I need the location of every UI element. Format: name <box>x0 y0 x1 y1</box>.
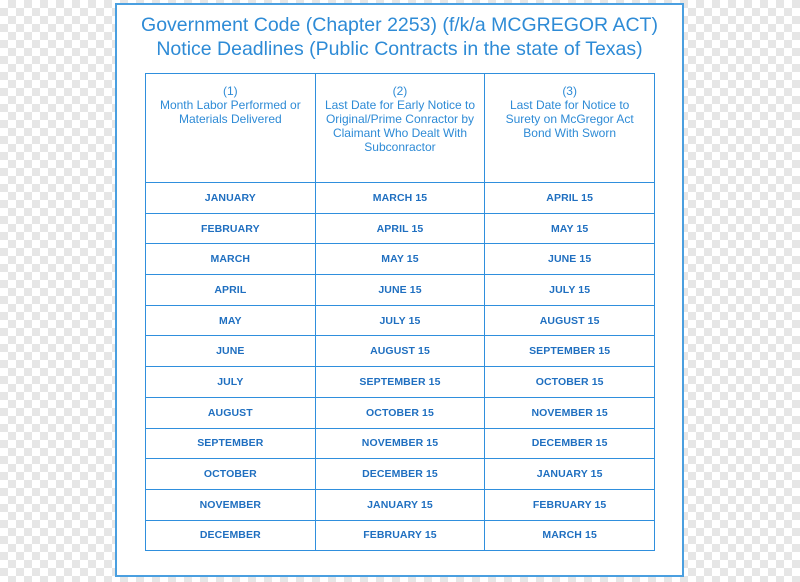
month-cell: OCTOBER <box>146 459 316 490</box>
surety-notice-cell: MAY 15 <box>485 213 655 244</box>
page-title <box>117 13 682 61</box>
month-cell: NOVEMBER <box>146 489 316 520</box>
early-notice-cell: SEPTEMBER 15 <box>315 367 485 398</box>
month-cell: JUNE <box>146 336 316 367</box>
table-row <box>146 367 655 398</box>
month-cell: AUGUST <box>146 397 316 428</box>
early-notice-cell: FEBRUARY 15 <box>315 520 485 551</box>
early-notice-cell: APRIL 15 <box>315 213 485 244</box>
surety-notice-cell: JULY 15 <box>485 275 655 306</box>
table-row <box>146 336 655 367</box>
table-row <box>146 305 655 336</box>
surety-notice-cell: JANUARY 15 <box>485 459 655 490</box>
early-notice-cell: NOVEMBER 15 <box>315 428 485 459</box>
column-label: Last Date for Early Notice to Original/Prime Conractor by Claimant Who Dealt With Subconractor <box>324 98 476 154</box>
month-cell: JULY <box>146 367 316 398</box>
column-number: (3) <box>562 84 577 98</box>
month-cell: FEBRUARY <box>146 213 316 244</box>
surety-notice-cell: AUGUST 15 <box>485 305 655 336</box>
deadlines-table <box>145 73 655 551</box>
column-header-1 <box>146 74 316 183</box>
column-header-3 <box>485 74 655 183</box>
early-notice-cell: OCTOBER 15 <box>315 397 485 428</box>
title-line-1: Government Code (Chapter 2253) (f/k/a MCGREGOR ACT) <box>141 14 658 36</box>
table-row <box>146 397 655 428</box>
column-header-2 <box>315 74 485 183</box>
month-cell: APRIL <box>146 275 316 306</box>
early-notice-cell: JULY 15 <box>315 305 485 336</box>
deadlines-panel <box>115 3 684 577</box>
surety-notice-cell: NOVEMBER 15 <box>485 397 655 428</box>
column-label: Month Labor Performed or Materials Delivered <box>159 98 301 126</box>
early-notice-cell: JANUARY 15 <box>315 489 485 520</box>
table-row <box>146 244 655 275</box>
month-cell: MAY <box>146 305 316 336</box>
table-row <box>146 213 655 244</box>
surety-notice-cell: DECEMBER 15 <box>485 428 655 459</box>
month-cell: SEPTEMBER <box>146 428 316 459</box>
surety-notice-cell: OCTOBER 15 <box>485 367 655 398</box>
early-notice-cell: AUGUST 15 <box>315 336 485 367</box>
column-number: (2) <box>392 84 408 98</box>
month-cell: DECEMBER <box>146 520 316 551</box>
table-row <box>146 459 655 490</box>
surety-notice-cell: APRIL 15 <box>485 183 655 214</box>
column-number: (1) <box>222 84 238 98</box>
table-row <box>146 428 655 459</box>
surety-notice-cell: SEPTEMBER 15 <box>485 336 655 367</box>
table-header-row <box>146 74 655 183</box>
title-line-2: Notice Deadlines (Public Contracts in the state of Texas) <box>156 38 643 60</box>
table-row <box>146 275 655 306</box>
month-cell: JANUARY <box>146 183 316 214</box>
table-row <box>146 489 655 520</box>
surety-notice-cell: JUNE 15 <box>485 244 655 275</box>
month-cell: MARCH <box>146 244 316 275</box>
early-notice-cell: DECEMBER 15 <box>315 459 485 490</box>
table-row <box>146 183 655 214</box>
early-notice-cell: MARCH 15 <box>315 183 485 214</box>
surety-notice-cell: MARCH 15 <box>485 520 655 551</box>
surety-notice-cell: FEBRUARY 15 <box>485 489 655 520</box>
early-notice-cell: JUNE 15 <box>315 275 485 306</box>
table-row <box>146 520 655 551</box>
column-label: Last Date for Notice to Surety on McGregor Act Bond With Sworn <box>505 98 634 140</box>
early-notice-cell: MAY 15 <box>315 244 485 275</box>
